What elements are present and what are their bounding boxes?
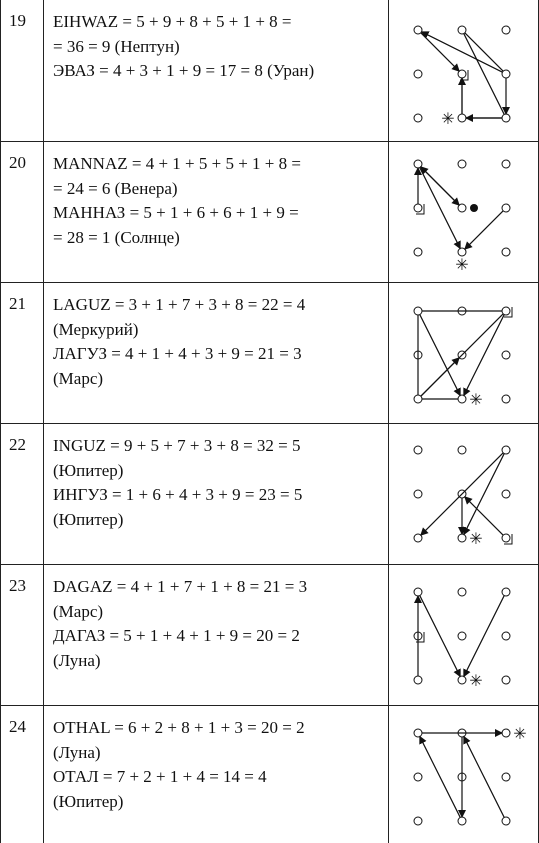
formula-line: ИНГУЗ = 1 + 6 + 4 + 3 + 9 = 23 = 5 bbox=[53, 485, 303, 504]
row-formula bbox=[53, 152, 388, 250]
grid-node-circle bbox=[458, 204, 466, 212]
formula-line: ОТАЛ = 7 + 2 + 1 + 4 = 14 = 4 bbox=[53, 767, 267, 786]
grid-node-circle bbox=[502, 632, 510, 640]
path-arrow bbox=[420, 596, 460, 677]
rune-diagram bbox=[389, 565, 539, 705]
grid-node-circle bbox=[414, 490, 422, 498]
grid-node-circle bbox=[414, 676, 422, 684]
grid-node-circle bbox=[414, 534, 422, 542]
grid-node-circle bbox=[458, 588, 466, 596]
row-formula bbox=[53, 716, 388, 814]
grid-node-circle bbox=[414, 70, 422, 78]
rune-diagram bbox=[389, 0, 539, 141]
table-row-22 bbox=[0, 424, 539, 564]
grid-node-circle bbox=[458, 534, 466, 542]
row-formula bbox=[53, 434, 388, 532]
grid-node-circle bbox=[414, 446, 422, 454]
formula-line: LAGUZ = 3 + 1 + 7 + 3 + 8 = 22 = 4 bbox=[53, 295, 306, 314]
formula-line: = 24 = 6 (Венера) bbox=[53, 178, 178, 198]
grid-node-circle bbox=[502, 114, 510, 122]
grid-node-circle bbox=[458, 26, 466, 34]
grid-node-circle bbox=[414, 817, 422, 825]
path-arrow bbox=[420, 737, 460, 818]
grid-node-circle bbox=[414, 248, 422, 256]
star-icon: ✳ bbox=[469, 390, 483, 409]
star-icon: ✳ bbox=[469, 529, 483, 548]
rune-diagram bbox=[389, 424, 539, 564]
path-arrow bbox=[420, 168, 460, 249]
path-arrow bbox=[420, 315, 460, 396]
row-number: 19 bbox=[9, 11, 26, 30]
formula-line: EIHWAZ = 5 + 9 + 8 + 5 + 1 + 8 = bbox=[53, 12, 292, 31]
grid-node-circle bbox=[502, 676, 510, 684]
formula-line: = 28 = 1 (Солнце) bbox=[53, 227, 180, 247]
grid-node-circle bbox=[458, 70, 466, 78]
table-row-21 bbox=[0, 283, 539, 423]
grid-node-circle bbox=[414, 204, 422, 212]
path-arrow bbox=[464, 737, 504, 818]
path-arrow bbox=[421, 167, 459, 205]
grid-node-circle bbox=[502, 204, 510, 212]
grid-node-circle bbox=[414, 773, 422, 781]
rune-diagram bbox=[389, 283, 539, 423]
grid-node-circle bbox=[502, 26, 510, 34]
path-arrow bbox=[422, 32, 503, 72]
grid-node-circle bbox=[502, 729, 510, 737]
grid-node-circle bbox=[502, 534, 510, 542]
path-arrow bbox=[421, 33, 459, 71]
grid-node-circle bbox=[502, 70, 510, 78]
grid-node-circle bbox=[502, 395, 510, 403]
grid-node-circle bbox=[502, 446, 510, 454]
row-formula bbox=[53, 10, 388, 84]
path-line bbox=[465, 33, 503, 71]
table-row-23 bbox=[0, 565, 539, 705]
grid-node-circle bbox=[502, 307, 510, 315]
grid-node-circle bbox=[458, 114, 466, 122]
rune-diagram bbox=[389, 142, 539, 282]
formula-line: (Юпитер) bbox=[53, 460, 124, 480]
path-line bbox=[464, 34, 504, 115]
formula-line: (Луна) bbox=[53, 650, 101, 670]
row-formula bbox=[53, 293, 388, 391]
formula-line: (Луна) bbox=[53, 742, 101, 762]
table-row-24 bbox=[0, 706, 539, 843]
row-number: 20 bbox=[9, 153, 26, 172]
grid-node-circle bbox=[414, 26, 422, 34]
row-number: 24 bbox=[9, 717, 26, 736]
grid-node-circle bbox=[458, 446, 466, 454]
formula-line: ДАГАЗ = 5 + 1 + 4 + 1 + 9 = 20 = 2 bbox=[53, 626, 300, 645]
formula-line: (Юпитер) bbox=[53, 509, 124, 529]
table-row-19 bbox=[0, 0, 539, 141]
grid-node-circle bbox=[414, 160, 422, 168]
grid-node-circle bbox=[502, 351, 510, 359]
grid-node-circle bbox=[502, 773, 510, 781]
path-arrow bbox=[421, 358, 459, 396]
path-arrow bbox=[464, 454, 504, 535]
path-arrow bbox=[464, 596, 504, 677]
formula-line: INGUZ = 9 + 5 + 7 + 3 + 8 = 32 = 5 bbox=[53, 436, 301, 455]
formula-line: (Марс) bbox=[53, 601, 104, 621]
formula-line: (Марс) bbox=[53, 368, 104, 388]
formula-line: ЛАГУЗ = 4 + 1 + 4 + 3 + 9 = 21 = 3 bbox=[53, 344, 302, 363]
row-number: 23 bbox=[9, 576, 26, 595]
grid-node-circle bbox=[458, 632, 466, 640]
grid-node-circle bbox=[458, 676, 466, 684]
formula-line: (Юпитер) bbox=[53, 791, 124, 811]
row-number: 21 bbox=[9, 294, 26, 313]
grid-node-circle bbox=[414, 729, 422, 737]
path-arrow bbox=[464, 315, 504, 396]
grid-node-circle bbox=[414, 307, 422, 315]
grid-node-circle bbox=[502, 817, 510, 825]
formula-line: МАННАЗ = 5 + 1 + 6 + 6 + 1 + 9 = bbox=[53, 203, 299, 222]
star-icon: ✳ bbox=[513, 724, 527, 743]
row-formula bbox=[53, 575, 388, 673]
grid-node-circle bbox=[502, 160, 510, 168]
formula-line: ЭВАЗ = 4 + 3 + 1 + 9 = 17 = 8 (Уран) bbox=[53, 61, 315, 80]
grid-node-circle bbox=[502, 490, 510, 498]
row-number: 22 bbox=[9, 435, 26, 454]
formula-line: (Меркурий) bbox=[53, 319, 139, 339]
formula-line: OTHAL = 6 + 2 + 8 + 1 + 3 = 20 = 2 bbox=[53, 718, 305, 737]
star-icon: ✳ bbox=[455, 255, 469, 274]
filled-dot bbox=[470, 204, 478, 212]
rune-diagram bbox=[389, 706, 539, 843]
formula-line: MANNAZ = 4 + 1 + 5 + 5 + 1 + 8 = bbox=[53, 154, 301, 173]
grid-node-circle bbox=[502, 248, 510, 256]
grid-node-circle bbox=[458, 817, 466, 825]
formula-line: DAGAZ = 4 + 1 + 7 + 1 + 8 = 21 = 3 bbox=[53, 577, 308, 596]
grid-node-circle bbox=[414, 395, 422, 403]
table-row-20 bbox=[0, 142, 539, 282]
grid-node-circle bbox=[414, 114, 422, 122]
star-icon: ✳ bbox=[441, 109, 455, 128]
formula-line: = 36 = 9 (Нептун) bbox=[53, 36, 180, 56]
path-arrow bbox=[465, 211, 503, 249]
grid-node-circle bbox=[458, 395, 466, 403]
grid-node-circle bbox=[458, 160, 466, 168]
star-icon: ✳ bbox=[469, 671, 483, 690]
grid-node-circle bbox=[414, 588, 422, 596]
grid-node-circle bbox=[502, 588, 510, 596]
